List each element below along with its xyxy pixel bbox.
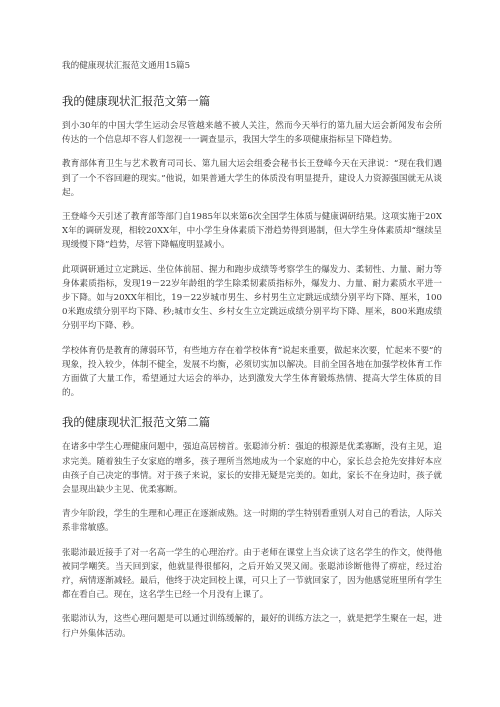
section-2: [62, 414, 442, 640]
paragraph: 张聪沛认为，这些心理问题是可以通过训练缓解的，最好的训练方法之一，就是把学生聚在一起，进行户外集体活动。: [62, 614, 442, 639]
paragraph: 在诸多中学生心理健康问题中，强迫高居榜首。张聪沛分析：强迫的根源是优柔寡断，没有主见，追求完美。随着独生子女家庭的增多，孩子理所当然地成为一个家庭的中心，家长总会抢先安排好本应由孩子自己决定的事情。对于孩子来说，家长的安排无疑是完美的。如此，家长不在身边时，孩子就会显现出缺少主见、优柔寡断。: [62, 442, 442, 496]
paragraph: 张聪沛最近接手了对一名高一学生的心理治疗。由于老师在课堂上当众读了这名学生的作文，使得他被同学嘲笑。当天回到家，他就显得很郁闷，之后开始又哭又闹。张聪沛诊断他得了痹症，经过治疗，病情逐渐减轻。最后，他终于决定回校上课，可只上了一节就回家了，因为他感觉班里所有学生都在看自己。现在，这名学生已经一个月没有上课了。: [62, 547, 442, 601]
paragraph: 青少年阶段，学生的生理和心理正在逐渐成熟。这一时期的学生特别看重别人对自己的看法，人际关系非常敏感。: [62, 509, 442, 534]
paragraph: 教育部体育卫生与艺术教育司司长、第九届大运会组委会秘书长王登峰今天在天津说：“现在我们遇到了一个不容回避的现实。”他说，如果普通大学生的体质没有明显提升，建设人力资源强国就无从谈起。: [62, 159, 442, 198]
paragraph: 此项调研通过立定跳远、坐位体前屈、握力和跑步成绩等考察学生的爆发力、柔韧性、力量、耐力等身体素质指标，发现19－22岁年龄组的学生除柔韧素质指标外，爆发力、力量、耐力素质水平进一步下降。如与20XX年相比，19－22岁城市男生、乡村男生立定跳远成绩分别平均下降、厘米，1000米跑成绩分别平均下降、秒;城市女生、乡村女生立定跳远成绩分别平均下降、厘米，800米跑成绩分别平均下降、秒。: [62, 264, 442, 332]
section-heading: 我的健康现状汇报范文第二篇: [62, 415, 211, 430]
section-1: [62, 93, 442, 400]
paragraph: 学校体育仍是教育的薄弱环节，有些地方存在着学校体育“说起来重要，做起来次要，忙起来不要”的现象，投入较少，体制不健全，发展不均衡，必须切实加以解决。目前全国各地在加强学校体育工作方面做了大量工作，希望通过大运会的举办，达到激发大学生体育锻炼热情、提高大学生体质的目的。: [62, 345, 442, 399]
section-heading: 我的健康现状汇报范文第一篇: [62, 94, 211, 108]
paragraph: 王登峰今天引述了教育部等部门自1985年以来第6次全国学生体质与健康调研结果。这项实施于20XX年的调研发现，相较20XX年，中小学生身体素质下滑趋势得到遏制，但大学生身体素质却“继续呈现缓慢下降”趋势，尽管下降幅度明显减小。: [62, 212, 442, 251]
document-page: [62, 60, 442, 655]
paragraph: 到小30年的中国大学生运动会尽管越来越不被人关注，然而今天举行的第九届大运会新闻发布会所传达的一个信息却不容人们忽视一一调查显示，我国大学生的多项健康指标呈下降趋势。: [62, 121, 442, 146]
document-title: 我的健康现状汇报范文通用15篇5: [62, 61, 191, 71]
